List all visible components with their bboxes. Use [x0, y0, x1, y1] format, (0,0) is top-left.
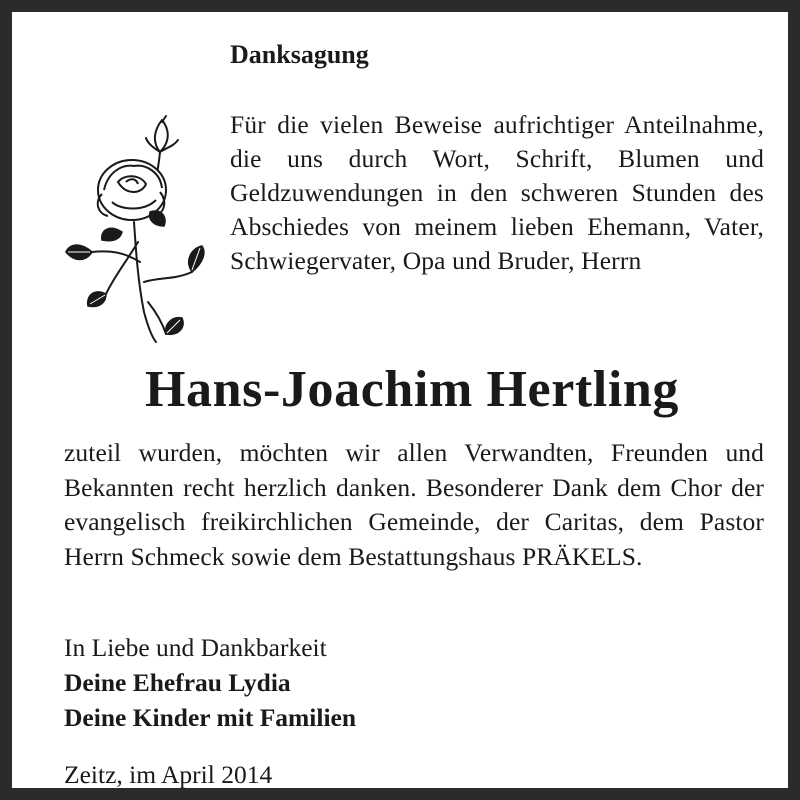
thanks-text: zuteil wurden, möchten wir allen Verwandten, Freunden und Bekannten recht herzlich danken. Besonderer Dank dem Chor der evangelisch freikirchlichen Gemeinde, der Caritas, dem Pastor Herrn Schmeck sowie dem Bestattungshaus PRÄKELS.: [64, 438, 764, 571]
closing-line: In Liebe und Dankbarkeit: [64, 633, 327, 662]
closing-block: [64, 630, 356, 735]
signer-children: Deine Kinder mit Familien: [64, 703, 357, 732]
signer-spouse: Deine Ehefrau Lydia: [64, 668, 291, 697]
rose-icon: [64, 112, 206, 344]
notice-heading: Danksagung: [230, 40, 369, 69]
place-date: Zeitz, im April 2014: [64, 760, 273, 789]
intro-text: Für die vielen Beweise aufrichtiger Anteilnahme, die uns durch Wort, Schrift, Blumen und Geldzuwendungen in den schweren Stunden des Abschiedes von meinem lieben Ehemann, Vater, Schwiegervater, Opa und Bruder, Herrn: [230, 110, 764, 275]
deceased-name: Hans-Joachim Hertling: [144, 361, 680, 418]
